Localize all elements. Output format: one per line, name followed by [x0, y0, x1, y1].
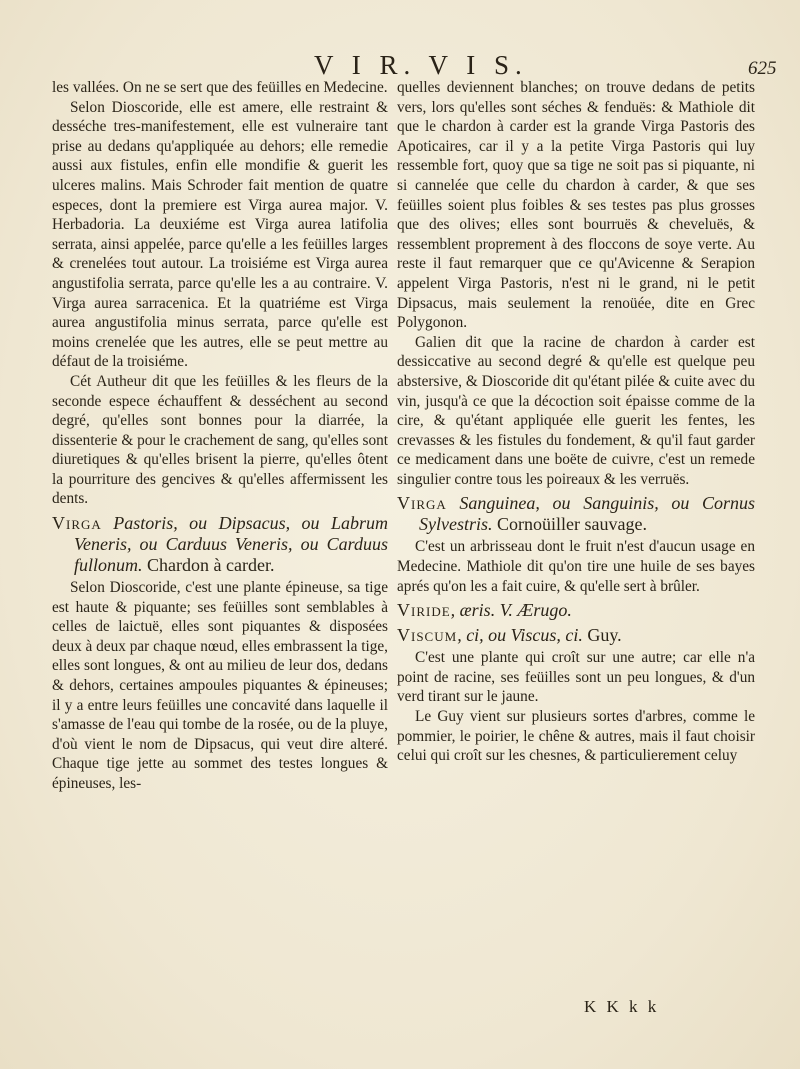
entry-vernacular: Chardon à carder. [147, 555, 275, 576]
entry-vernacular: Guy. [587, 625, 622, 646]
entry-headword: Viride [397, 600, 451, 621]
entry-synonyms: Sanguinea, ou Sanguinis, ou Cornus Sylvestris. [419, 493, 755, 535]
left-column [52, 78, 388, 794]
paragraph: Galien dit que la racine de chardon à carder est dessiccative au second degré & qu'elle est quelque peu abstersive, & Dioscoride dit qu'étant pilée & cuite avec du vin, jusqu'à ce que la décoction soit épaisse comme de la cire, & qu'étant appliquée elle guerit les fentes, les crevasses & les fistules du fondement, & qu'il faut garder ce medicament dans une boëte de cuivre, c'est un remede singulier contre tous les poireaux & les verruës. [397, 333, 755, 488]
paragraph: Selon Dioscoride, c'est une plante épineuse, sa tige est haute & piquante; ses feüilles sont semblables à celles de laictuë, elles sont piquantes & disposées deux à deux par chaque nœud, elles embrassent la tige, elles sont longues, & ont au milieu de leur dos, dedans & dehors, certaines ampoules piquantes & épineuses; il y a entre leurs feüilles une concavité dans laquelle il s'amasse de l'eau qui tombe de la rosée, ou de la pluye, d'où vient le nom de Dipsacus, qui veut dire alteré. Chaque tige jette au sommet des testes longues & épineuses, les- [52, 579, 388, 792]
paragraph: Selon Dioscoride, elle est amere, elle restraint & desséche tres-manifestement, elle est vulneraire tant prise au dedans qu'appliquée au dehors; elle remedie aussi aux fistules, enfin elle mondifie & guerit les ulceres malins. Mais Schroder fait mention de quatre especes, dont la premiere est Virga aurea major. V. Herbadoria. La deuxiéme est Virga aurea latifolia serrata, ainsi appelée, parce qu'elle a les feüilles larges & crenelées tout autour. La troisiéme est Virga aurea angustifolia serrata, parce qu'elle les a au contraire. V. Virga aurea sarracenica. Et la quatriéme est Virga aurea angustifolia minus serrata, parce qu'elle est moins crenelée que les autres, elle se peut mettre au défaut de la troisiéme. [52, 98, 388, 371]
entry-headword: Virga [397, 493, 447, 514]
paragraph: quelles deviennent blanches; on trouve dedans de petits vers, lors qu'elles sont séches & fenduës: & Mathiole dit que le chardon à carder est la grande Virga Pastoris des Apoticaires, car il y a la petite Virga Pastoris qui luy ressemble fort, quoy que sa tige ne soit pas si piquante, ni si cannelée que celle du chardon à carder, & que ses feüilles soient plus foibles & ses testes pas plus grosses que des olives; elles sont bourruës & cheveluës, & ressemblent proprement à des floccons de soye verte. Au reste il faut remarquer que ce qu'Avicenne & Serapion appelent Virga Pastoris, n'est ni le grand, ni le petit Dipsacus, mais seulement la renoüée, dite en Grec Polygonon. [397, 79, 755, 332]
running-head: V I R. V I S. [314, 50, 528, 80]
paragraph: C'est un arbrisseau dont le fruit n'est d'aucun usage en Medecine. Mathiole dit qu'on tire une huile de ses bayes aprés qu'on les a fait cuire, & qu'elle sert à brûler. [397, 538, 755, 595]
entry-vernacular: Cornoüiller sauvage. [497, 514, 647, 535]
entry-synonyms: , ci, ou Viscus, ci. [457, 625, 583, 646]
entry-synonyms: Pastoris, ou Dipsacus, ou Labrum Veneris, ou Carduus Veneris, ou Carduus fullonum. [74, 513, 388, 576]
paragraph: Le Guy vient sur plusieurs sortes d'arbres, comme le pommier, le poirier, le chêne & autres, mais il faut choisir celui qui croît sur les chesnes, & particulierement celuy [397, 708, 755, 765]
dictionary-entry [397, 600, 755, 621]
paragraph: C'est une plante qui croît sur une autre; car elle n'a point de racine, ses feüilles sont un peu longues, & d'un verd tirant sur le jaune. [397, 649, 755, 706]
entry-headword: Virga [52, 513, 102, 534]
catchword: K K k k [584, 997, 660, 1016]
page-number: 625 [748, 58, 777, 79]
paragraph: Cét Autheur dit que les feüilles & les fleurs de la seconde espece échauffent & desséchent au second degré, qu'elles sont bonnes pour la diarrée, la dissenterie & pour le crachement de sang, qu'elles sont diuretiques & qu'elles brisent la pierre, qu'elles ôtent la pourriture des gencives & qu'elles affermissent les dents. [52, 372, 388, 508]
dictionary-entry [52, 513, 388, 576]
entry-synonyms: , æris. V. Ærugo. [450, 600, 572, 621]
paragraph: les vallées. On ne se sert que des feüilles en Medecine. [52, 79, 388, 96]
dictionary-entry [397, 493, 755, 535]
right-column [397, 78, 755, 766]
entry-headword: Viscum [397, 625, 458, 646]
dictionary-entry [397, 625, 755, 646]
